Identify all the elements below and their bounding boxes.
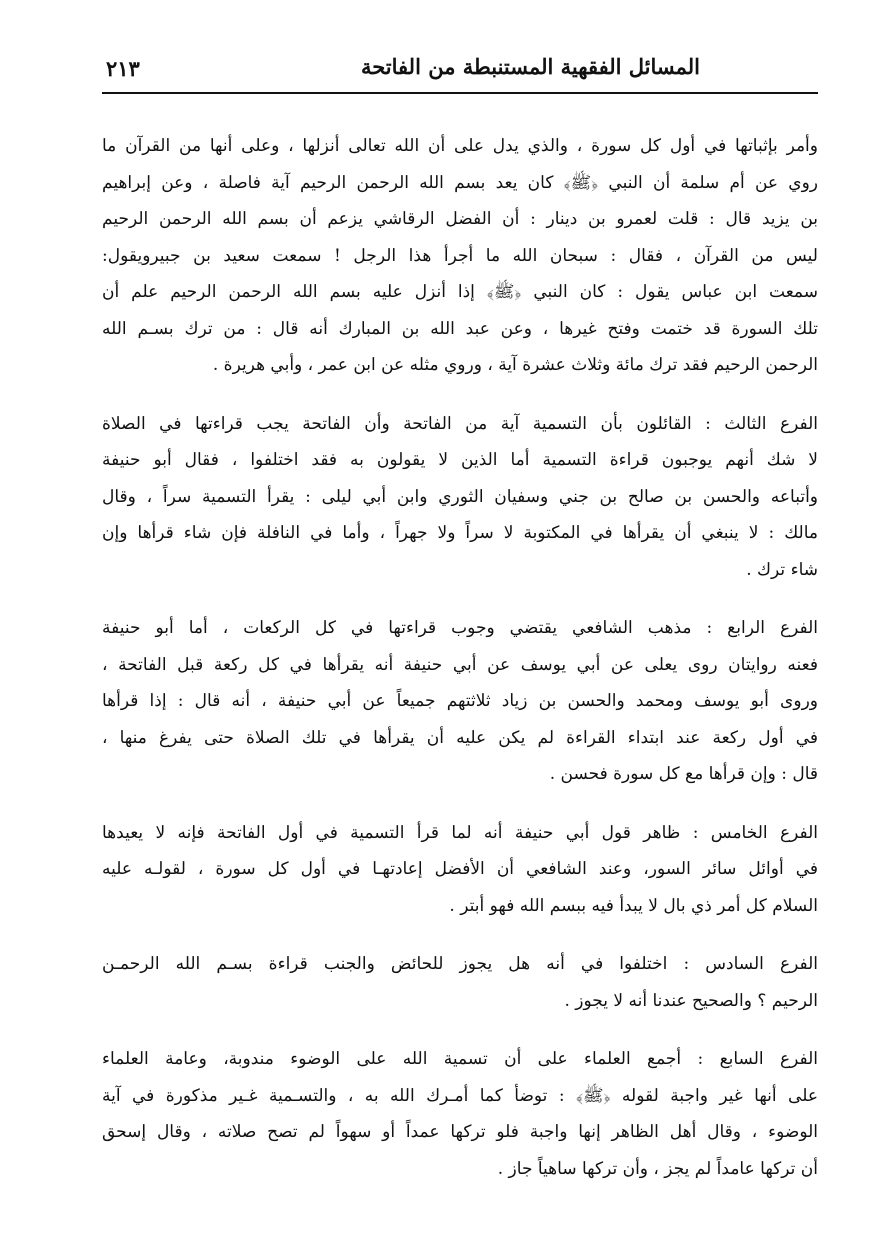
text-line: الرحمن الرحيم فقد ترك مائة وثلاث عشرة آية ، وروي مثله عن ابن عمر ، وأبي هريرة . xyxy=(212,355,818,375)
text-line: الفرع الثالث : القائلون بأن التسمية آية من الفاتحة وأن الفاتحة يجب قراءتها في الصلاة xyxy=(102,413,818,434)
text-line: أن تركها عامداً لم يجز ، وأن تركها ساهياً جاز . xyxy=(497,1158,818,1179)
text-line: وأتباعه والحسن بن صالح بن جني وسفيان الثوري وابن أبي ليلى : يقرأ التسمية سراً ، وقال xyxy=(102,486,818,507)
running-header xyxy=(102,48,818,94)
paragraph xyxy=(102,610,818,793)
text-line: الفرع الخامس : ظاهر قول أبي حنيفة أنه لما قرأ التسمية في أول الفاتحة فإنه لا يعيدها xyxy=(102,822,818,843)
text-line: فعنه روايتان روى يعلى عن أبي يوسف عن أبي حنيفة أنه يقرأها في كل ركعة قبل الفاتحة ، xyxy=(102,654,818,675)
text-line: الفرع الرابع : مذهب الشافعي يقتضي وجوب قراءتها في كل الركعات ، أما أبو حنيفة xyxy=(102,618,818,638)
text-line: شاء ترك . xyxy=(746,559,818,580)
paragraph xyxy=(102,406,818,589)
paragraph xyxy=(102,946,818,1019)
text-line: الفرع السابع : أجمع العلماء على أن تسمية الله على الوضوء مندوبة، وعامة العلماء xyxy=(102,1049,818,1069)
text-line: وأمر بإثباتها في أول كل سورة ، والذي يدل على أن الله تعالى أنزلها ، وعلى أنها من القرآن ما xyxy=(102,136,818,156)
text-line: ليس من القرآن ، فقال : سبحان الله ما أجرأ هذا الرجل ! سمعت سعيد بن جبيرويقول: xyxy=(102,245,818,266)
paragraph xyxy=(102,1041,818,1187)
paragraph xyxy=(102,128,818,384)
text-line: السلام كل أمر ذي بال لا يبدأ فيه ببسم الله فهو أبتر . xyxy=(449,895,818,916)
text-line: مالك : لا ينبغي أن يقرأها في المكتوبة لا سراً ولا جهراً ، وأما في النافلة فإن شاء قرأها وإن xyxy=(102,523,818,543)
text-line: قال : وإن قرأها مع كل سورة فحسن . xyxy=(549,764,818,784)
text-line: في أول ركعة عند ابتداء القراءة لم يكن عليه أن يقرأها في تلك الصلاة حتى يفرغ منها ، xyxy=(102,727,818,748)
text-line: بن يزيد قال : قلت لعمرو بن دينار : أن الفضل الرقاشي يزعم أن بسم الله الرحمن الرحيم xyxy=(102,209,818,229)
body-text xyxy=(102,128,818,1209)
text-line: في أوائل سائر السور، وعند الشافعي أن الأفضل إعادتهـا في أول كل سورة ، لقولـه عليه xyxy=(102,859,818,879)
text-line: تلك السورة قد ختمت وفتح غيرها ، وعن عبد الله بن المبارك أنه قال : من ترك بسـم الله xyxy=(102,318,818,339)
text-line: على أنها غير واجبة لقوله ﴿ﷺ﴾ : توضأ كما أمـرك الله به ، والتسـمية غـير مذكورة في آية xyxy=(102,1085,818,1106)
text-line: سمعت ابن عباس يقول : كان النبي ﴿ﷺ﴾ إذا أنزل عليه بسم الله الرحمن الرحيم علم أن xyxy=(102,282,818,302)
text-line: روي عن أم سلمة أن النبي ﴿ﷺ﴾ كان يعد بسم الله الرحمن الرحيم آية فاصلة ، وعن إبراهيم xyxy=(102,172,818,193)
running-title: المسائل الفقهية المستنبطة من الفاتحة xyxy=(360,54,700,79)
text-line: الرحيم ؟ والصحيح عندنا أنه لا يجوز . xyxy=(564,990,818,1011)
text-line: الوضوء ، وقال أهل الظاهر إنها واجبة فلو تركها عمداً أو سهواً لم تصح صلاته ، وقال إسحق xyxy=(102,1122,818,1142)
paragraph xyxy=(102,815,818,925)
text-line: وروى أبو يوسف ومحمد والحسن بن زياد ثلاثتهم جميعاً عن أبي حنيفة ، أنه قال : إذا قرأها xyxy=(102,691,818,711)
text-line: الفرع السادس : اختلفوا في أنه هل يجوز للحائض والجنب قراءة بسـم الله الرحمـن xyxy=(102,954,818,974)
page-number: ٢١٣ xyxy=(106,56,140,81)
text-line: لا شك أنهم يوجبون قراءة التسمية أما الذين لا يقولون به فقد اختلفوا ، فقال أبو حنيفة xyxy=(102,450,818,470)
